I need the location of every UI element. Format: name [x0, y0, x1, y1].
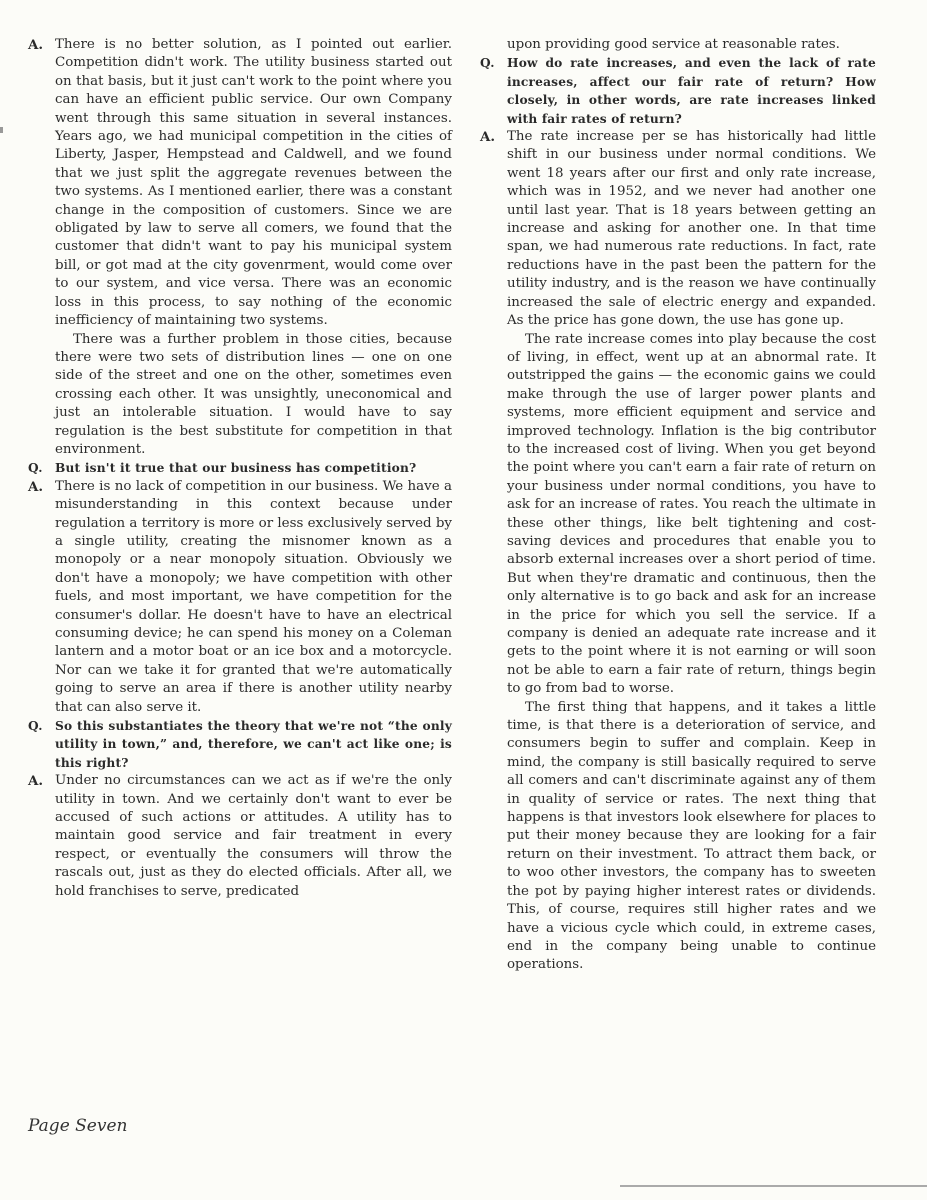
answer-paragraph: Under no circumstances can we act as if we're the only utility in town. And we certainly don't want to ever be accused of such actions or attitudes. A utility has to maintain good service and fair treatment in every respect, or eventually the consumers will throw the rascals out, just as they do elected officials. After all, we hold franchises to serve, predicated: [55, 773, 452, 899]
question-marker: Q.: [28, 461, 43, 476]
answer-block: [28, 478, 452, 717]
answer-marker: A.: [28, 37, 44, 53]
bottom-rule-divider: [620, 1185, 927, 1187]
answer-paragraph: The rate increase comes into play because the cost of living, in effect, went up at an abnormal rate. It outstripped the gains — the economic gains we could make through the use of larger power plants and systems, more efficient equipment and service and improved technology. Inflation is the big contributor to the increased cost of living. When you get beyond the point where you can't earn a fair rate of return on your business under normal conditions, you have to ask for an increase of rates. You reach the ultimate in these other things, like belt tightening and cost-saving devices and procedures that enable you to absorb external increases over a short period of time. But when they're dramatic and continuous, then the only alternative is to go back and ask for an increase in the price for which you sell the service. If a company is denied an adequate rate increase and it gets to the point where it is not earning or will soon not be able to earn a fair rate of return, things begin to go from bad to worse.: [507, 331, 876, 697]
left-column: [28, 36, 452, 901]
question-marker: Q.: [480, 56, 495, 71]
answer-block: [28, 772, 452, 901]
question-marker: Q.: [28, 719, 43, 734]
answer-marker: A.: [480, 129, 496, 146]
answer-paragraph: There is no better solution, as I pointed out earlier. Competition didn't work. The utility business started out on that basis, but it just can't work to the point where you can have an efficient public service. Our own Company went through this same situation in several instances. Years ago, we had municipal competition in the cities of Liberty, Jasper, Hempstead and Caldwell, and we found that we just split the aggregate revenues between the two systems. As I mentioned earlier, there was a constant change in the composition of customers. Since we are obligated by law to serve all comers, we found that the customer that didn't want to pay his municipal system bill, or got mad at the city govenrment, would come over to our system, and vice versa. There was an economic loss in this process, to say nothing of the economic inefficiency of maintaining two systems.: [55, 37, 452, 329]
question-block: [28, 459, 452, 477]
question-text: How do rate increases, and even the lack of rate increases, affect our fair rate of return? How closely, in other words, are rate increases linked with fair rates of return?: [507, 56, 876, 126]
answer-paragraph: The rate increase per se has historically had little shift in our business under normal conditions. We went 18 years after our first and only rate increase, which was in 1952, and we never had another one until last year. That is 18 years between getting an increase and asking for another one. In that time span, we had numerous rate reductions. In fact, rate reductions have in the past been the pattern for the utility industry, and is the reason we have continually increased the sale of electric energy and expanded. As the price has gone down, the use has gone up.: [507, 129, 876, 329]
answer-marker: A.: [28, 478, 44, 495]
answer-block: [28, 36, 452, 459]
question-block: [480, 54, 876, 128]
answer-paragraph: The first thing that happens, and it takes a little time, is that there is a deterioration of service, and consumers begin to suffer and complain. Keep in mind, the company is still basically required to serve all comers and can't discriminate against any of them in quality of service or rates. The next thing that happens is that investors look elsewhere for places to put their money because they are looking for a fair return on their investment. To attract them back, or to woo other investors, the company has to sweeten the pot by paying higher interest rates or dividends. This, of course, requires still higher rates and we have a vicious cycle which could, in extreme cases, end in the company being unable to continue operations.: [507, 699, 876, 973]
answer-block: [480, 128, 876, 975]
continuation-text: upon providing good service at reasonable rates.: [507, 37, 840, 52]
answer-paragraph: There was a further problem in those cities, because there were two sets of distribution lines — one on one side of the street and one on the other, sometimes even crossing each other. It was unsightly, uneconomical and just an intolerable situation. I would have to say regulation is the best substitute for competition in that environment.: [55, 331, 452, 457]
answer-paragraph: There is no lack of competition in our business. We have a misunderstanding in this context because under regulation a territory is more or less exclusively served by a single utility, creating the misnomer known as a monopoly or a near monopoly situation. Obviously we don't have a monopoly; we have competition with other fuels, and most important, we have competition for the consumer's dollar. He doesn't have to have an electrical consuming device; he can spend his money on a Coleman lantern and a motor boat or an ice box and a motorcycle. Nor can we take it for granted that we're automatically going to serve an area if there is another utility nearby that can also serve it.: [55, 478, 452, 715]
continuation-block: [480, 36, 876, 54]
scan-edge-mark: [0, 127, 3, 133]
answer-marker: A.: [28, 773, 44, 790]
right-column: [480, 36, 876, 975]
question-block: [28, 717, 452, 772]
question-text: So this substantiates the theory that we're not “the only utility in town,” and, therefore, we can't act like one; is this right?: [55, 719, 452, 770]
question-text: But isn't it true that our business has competition?: [55, 461, 417, 476]
page-number-label: Page Seven: [28, 1116, 128, 1136]
